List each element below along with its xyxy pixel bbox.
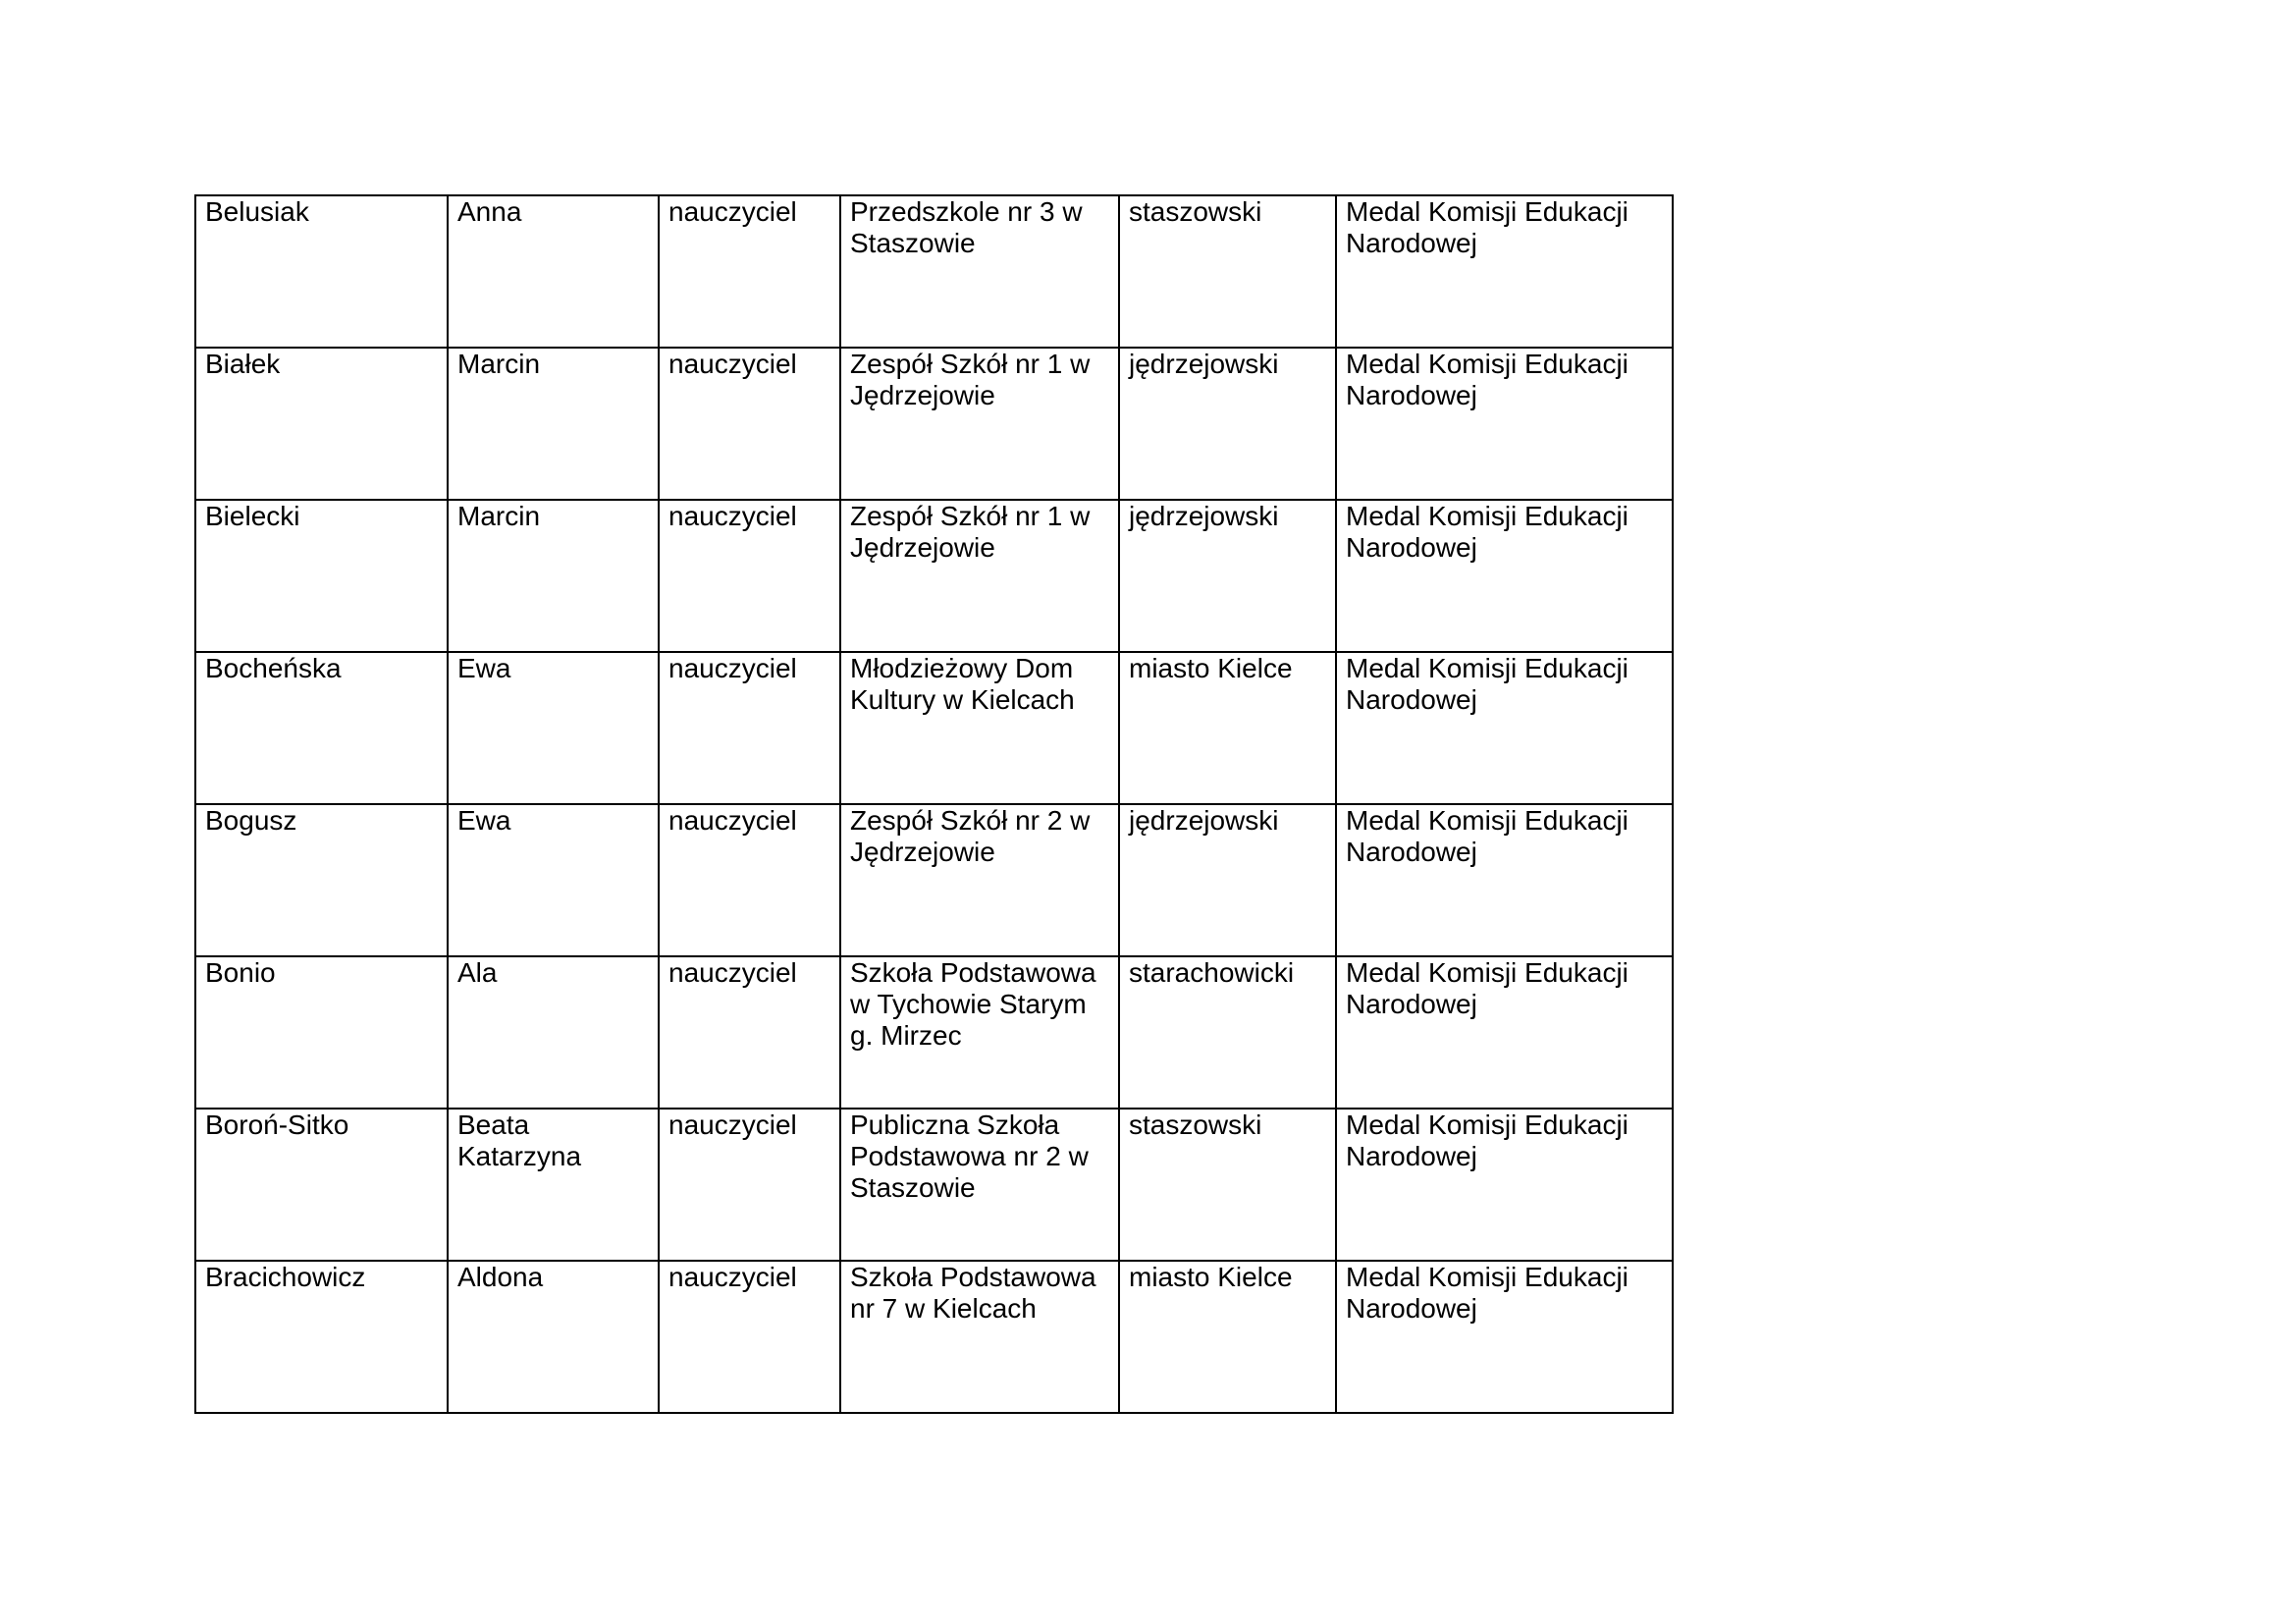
award-cell [1336,500,1673,652]
award-cell [1336,348,1673,500]
cell-text: Ewa [457,653,511,683]
cell-text: Medal Komisji Edukacji Narodowej [1346,349,1629,410]
institution-cell [840,195,1119,348]
cell-text: Bielecki [205,501,300,531]
institution-cell [840,1261,1119,1413]
cell-text: Bocheńska [205,653,342,683]
district-cell [1119,652,1336,804]
position-cell [659,1109,840,1261]
first-name-cell [448,804,659,956]
cell-text: Bracichowicz [205,1262,366,1292]
cell-text: nauczyciel [668,501,797,531]
cell-text: staszowski [1129,196,1262,227]
cell-text: starachowicki [1129,957,1295,988]
district-cell [1119,348,1336,500]
cell-text: Przedszkole nr 3 w Staszowie [850,196,1083,258]
cell-text: jędrzejowski [1129,349,1279,379]
cell-text: Boroń-Sitko [205,1110,349,1140]
cell-text: nauczyciel [668,805,797,836]
district-cell [1119,956,1336,1109]
first-name-cell [448,956,659,1109]
cell-text: Medal Komisji Edukacji Narodowej [1346,196,1629,258]
cell-text: nauczyciel [668,196,797,227]
cell-text: Marcin [457,501,541,531]
institution-cell [840,956,1119,1109]
cell-text: Szkoła Podstawowa w Tychowie Starym g. Mirzec [850,957,1096,1051]
cell-text: Zespół Szkół nr 1 w Jędrzejowie [850,501,1091,563]
table-row [195,1109,1673,1261]
district-cell [1119,500,1336,652]
first-name-cell [448,652,659,804]
cell-text: nauczyciel [668,653,797,683]
cell-text: nauczyciel [668,349,797,379]
cell-text: Szkoła Podstawowa nr 7 w Kielcach [850,1262,1096,1324]
cell-text: nauczyciel [668,957,797,988]
cell-text: Medal Komisji Edukacji Narodowej [1346,501,1629,563]
table-row [195,652,1673,804]
position-cell [659,500,840,652]
cell-text: Medal Komisji Edukacji Narodowej [1346,653,1629,715]
surname-cell [195,1261,448,1413]
table-row [195,348,1673,500]
position-cell [659,195,840,348]
position-cell [659,348,840,500]
first-name-cell [448,195,659,348]
first-name-cell [448,500,659,652]
cell-text: Beata Katarzyna [457,1110,582,1171]
institution-cell [840,500,1119,652]
table-row [195,500,1673,652]
first-name-cell [448,1261,659,1413]
cell-text: jędrzejowski [1129,805,1279,836]
institution-cell [840,804,1119,956]
cell-text: Aldona [457,1262,544,1292]
award-cell [1336,195,1673,348]
institution-cell [840,1109,1119,1261]
cell-text: Medal Komisji Edukacji Narodowej [1346,805,1629,867]
cell-text: nauczyciel [668,1262,797,1292]
district-cell [1119,1261,1336,1413]
cell-text: Ala [457,957,498,988]
institution-cell [840,652,1119,804]
cell-text: Bogusz [205,805,297,836]
table-body [195,195,1673,1413]
surname-cell [195,195,448,348]
table-row [195,195,1673,348]
cell-text: Medal Komisji Edukacji Narodowej [1346,957,1629,1019]
district-cell [1119,804,1336,956]
cell-text: Medal Komisji Edukacji Narodowej [1346,1110,1629,1171]
cell-text: Młodzieżowy Dom Kultury w Kielcach [850,653,1075,715]
cell-text: jędrzejowski [1129,501,1279,531]
award-cell [1336,652,1673,804]
cell-text: nauczyciel [668,1110,797,1140]
position-cell [659,652,840,804]
position-cell [659,804,840,956]
surname-cell [195,1109,448,1261]
cell-text: Marcin [457,349,541,379]
surname-cell [195,652,448,804]
surname-cell [195,956,448,1109]
institution-cell [840,348,1119,500]
cell-text: Ewa [457,805,511,836]
district-cell [1119,195,1336,348]
awards-table [194,194,1674,1414]
table-row [195,804,1673,956]
cell-text: Anna [457,196,522,227]
surname-cell [195,804,448,956]
cell-text: miasto Kielce [1129,1262,1293,1292]
position-cell [659,956,840,1109]
cell-text: Białek [205,349,281,379]
cell-text: Medal Komisji Edukacji Narodowej [1346,1262,1629,1324]
cell-text: staszowski [1129,1110,1262,1140]
first-name-cell [448,1109,659,1261]
surname-cell [195,348,448,500]
cell-text: Bonio [205,957,276,988]
surname-cell [195,500,448,652]
cell-text: Zespół Szkół nr 2 w Jędrzejowie [850,805,1091,867]
award-cell [1336,956,1673,1109]
cell-text: Belusiak [205,196,309,227]
award-cell [1336,1261,1673,1413]
table-row [195,1261,1673,1413]
first-name-cell [448,348,659,500]
award-cell [1336,1109,1673,1261]
position-cell [659,1261,840,1413]
award-cell [1336,804,1673,956]
district-cell [1119,1109,1336,1261]
cell-text: miasto Kielce [1129,653,1293,683]
cell-text: Publiczna Szkoła Podstawowa nr 2 w Staszowie [850,1110,1089,1203]
table-row [195,956,1673,1109]
cell-text: Zespół Szkół nr 1 w Jędrzejowie [850,349,1091,410]
